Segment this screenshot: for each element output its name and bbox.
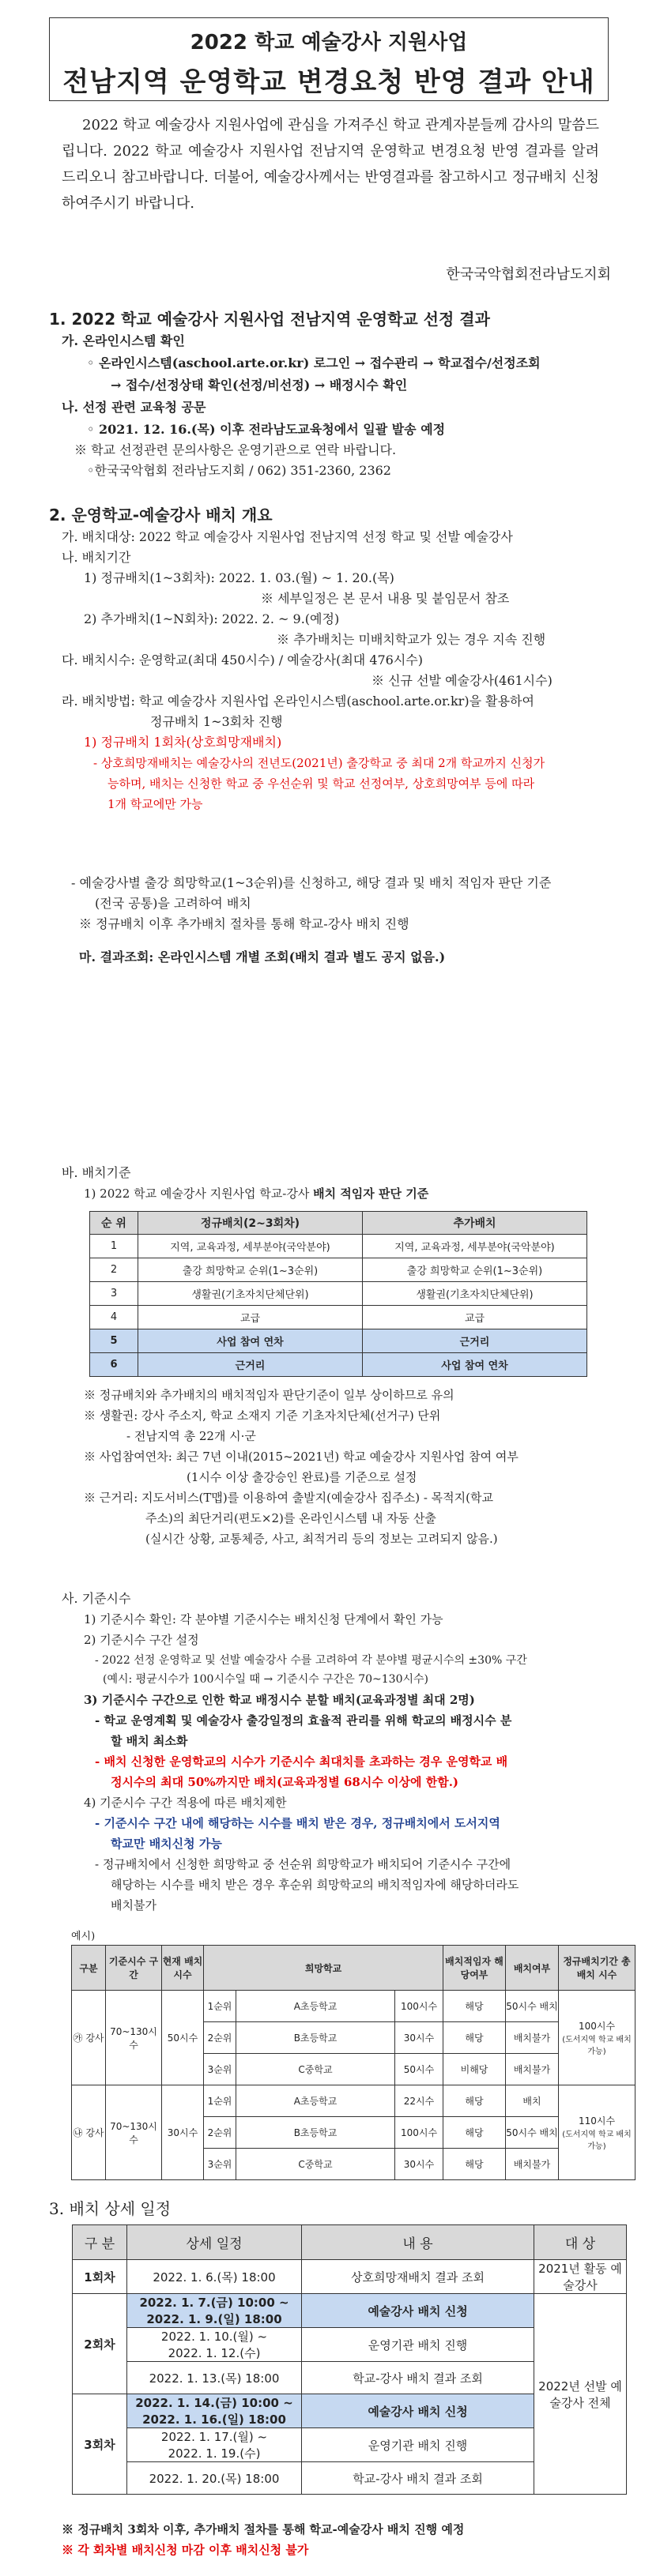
title-line2: 전남지역 운영학교 변경요청 반영 결과 안내 — [62, 66, 595, 98]
s1-na: 나. 선정 관련 교육청 공문 — [62, 400, 206, 415]
base-l2b: (예시: 평균시수가 100시수일 때 → 기준시수 구간은 70~130시수) — [103, 1673, 428, 1686]
title-box — [49, 17, 609, 101]
base-l4b2: 학교만 배치신청 가능 — [111, 1837, 222, 1851]
section1-heading: 1. 2022 학교 예술강사 지원사업 전남지역 운영학교 선정 결과 — [49, 310, 490, 329]
s1-contact: ◦한국국악협회 전라남도지회 / 062) 351-2360, 2362 — [87, 463, 391, 478]
criteria-note1: ※ 정규배치와 추가배치의 배치적임자 판단기준이 일부 상이하므로 유의 — [84, 1388, 454, 1402]
s2-na2: 2) 추가배치(1~N회차): 2022. 2. ~ 9.(예정) — [84, 611, 340, 626]
s2-na1-note: ※ 세부일정은 본 문서 내용 및 붙임문서 참조 — [261, 591, 510, 606]
schedule-foot1: ※ 정규배치 3회차 이후, 추가배치 절차를 통해 학교-예술강사 배치 진행 예정 — [62, 2522, 465, 2537]
criteria-note3b: (1시수 이상 출강승인 완료)를 기준으로 설정 — [187, 1470, 417, 1484]
criteria-note4c: (실시간 상황, 교통체증, 사고, 최적거리 등의 정보는 고려되지 않음.) — [145, 1532, 498, 1546]
base-l3r2: 정시수의 최대 50%까지만 배치(교육과정별 68시수 이상에 한함.) — [111, 1775, 459, 1789]
s1-na1: ◦ 2021. 12. 16.(목) 이후 전라남도교육청에서 일괄 발송 예정 — [87, 422, 446, 437]
base-l3: 3) 기준시수 구간으로 인한 학교 배정시수 분할 배치(교육과정별 최대 2명) — [84, 1693, 475, 1707]
table-row: 3 생활권(기초자치단체단위) 생활권(기초자치단체단위) — [90, 1282, 587, 1306]
schedule-foot2: ※ 각 회차별 배치신청 마감 이후 배치신청 불가 — [62, 2543, 309, 2557]
base-l2: 2) 기준시수 구간 설정 — [84, 1633, 199, 1647]
base-l4: 4) 기준시수 구간 적용에 따른 배치제한 — [84, 1796, 287, 1810]
s2-red4: 1개 학교에만 가능 — [107, 797, 203, 811]
table-row: 2022. 1. 13.(목) 18:00 학교-강사 배치 결과 조회 — [73, 2362, 627, 2394]
s2-na2-note: ※ 추가배치는 미배치학교가 있는 경우 지속 진행 — [277, 632, 546, 647]
table-row: 6 근거리 사업 참여 연차 — [90, 1353, 587, 1377]
criteria-note4b: 주소)의 최단거리(편도×2)를 온라인시스템 내 자동 산출 — [145, 1511, 436, 1525]
table-row: ㉯ 강사 70~130시수 30시수 1순위 A초등학교 22시수 해당 배치 110시수 (도서지역 학교 배치 가능) — [72, 2085, 635, 2117]
table-row: 2022. 1. 17.(월) ~ 2022. 1. 19.(수) 운영기관 배치 진행 — [73, 2428, 627, 2462]
table-row: 3순위 C중학교 30시수 해당 배치불가 — [72, 2149, 635, 2180]
col-extra: 추가배치 — [363, 1212, 587, 1235]
section2-heading: 2. 운영학교-예술강사 배치 개요 — [49, 506, 273, 525]
example-table: 구분 기준시수 구간 현재 배치 시수 희망학교 배치적임자 해당여부 배치여부 정규배치기간 총 배치 시수 ㉮ 강사 70~130시수 50시수 1순위 A초등학교 100시수 해당 50시수 배치 100시수 (도서지역 학교 배치 가능) 2순위 B초등학교 30시수 해당 배치불가 3순위 C중학교 50시수 비해당 배치불가 ㉯ 강사 70~130시수 30시수 1순위 A초등학교 22시수 해당 배치 110시수 (도서지역 학교 배치 가능) 2순위 B초등학교 100시수 해당 50시수 배치 3순위 C중학교 30시수 해당 배치불가 — [71, 1945, 635, 2180]
s2-da-note: ※ 신규 선발 예술강사(461시수) — [371, 673, 553, 688]
example-label: 예시) — [71, 1931, 96, 1942]
table-row: 1회차 2022. 1. 6.(목) 18:00 상호희망재배치 결과 조회 2021년 활동 예술강사 — [73, 2260, 627, 2294]
criteria-note4: ※ 근거리: 지도서비스(T맵)를 이용하여 출발지(예술강사 집주소) - 목적지(학교 — [84, 1491, 493, 1505]
s1-ga2: → 접수/선정상태 확인(선정/비선정) → 배정시수 확인 — [111, 378, 408, 393]
base-l3a: - 학교 운영계획 및 예술강사 출강일정의 효율적 관리를 위해 학교의 배정시수 분 — [95, 1713, 512, 1728]
signature: 한국국악협회전라남도지회 — [446, 266, 611, 283]
col-regular: 정규배치(2~3회차) — [138, 1212, 363, 1235]
table-row: 2회차 2022. 1. 7.(금) 10:00 ~ 2022. 1. 9.(일) 18:00 예술강사 배치 신청 2022년 선발 예술강사 전체 — [73, 2294, 627, 2328]
s2-red1: 1) 정규배치 1회차(상호희망재배치) — [84, 735, 282, 750]
base-heading: 사. 기준시수 — [62, 1591, 131, 1606]
criteria-note3: ※ 사업참여연차: 최근 7년 이내(2015~2021년) 학교 예술강사 지원사업 참여 여부 — [84, 1450, 519, 1464]
criteria-note2b: - 전남지역 총 22개 시·군 — [126, 1429, 256, 1443]
table-row: 1 지역, 교육과정, 세부분야(국악분야) 지역, 교육과정, 세부분야(국악분야) — [90, 1235, 587, 1258]
base-l4c3: 배치불가 — [111, 1896, 157, 1915]
criteria-sub: 1) 2022 학교 예술강사 지원사업 학교-강사 배치 적임자 판단 기준 — [84, 1186, 429, 1201]
s2-dash2: (전국 공통)을 고려하여 배치 — [95, 896, 251, 911]
table-row: 2순위 B초등학교 100시수 해당 50시수 배치 — [72, 2117, 635, 2149]
title-line1: 2022 학교 예술강사 지원사업 — [190, 31, 468, 55]
s2-na1: 1) 정규배치(1~3회차): 2022. 1. 03.(월) ~ 1. 20.(목) — [84, 570, 394, 585]
s1-ga1: ◦ 온라인시스템(aschool.arte.or.kr) 로그인 → 접수관리 → 학교접수/선정조회 — [87, 355, 541, 370]
table-row: 3회차 2022. 1. 14.(금) 10:00 ~ 2022. 1. 16.(일) 18:00 예술강사 배치 신청 — [73, 2394, 627, 2428]
table-row: 5 사업 참여 연차 근거리 — [90, 1329, 587, 1353]
schedule-heading: 3. 배치 상세 일정 — [49, 2199, 172, 2218]
base-l4b1: - 기준시수 구간 내에 해당하는 시수를 배치 받은 경우, 정규배치에서 도서지역 — [95, 1816, 500, 1830]
base-l3r1: - 배치 신청한 운영학교의 시수가 기준시수 최대치를 초과하는 경우 운영학교 배 — [95, 1754, 508, 1769]
s2-ma: 마. 결과조회: 온라인시스템 개별 조회(배치 결과 별도 공지 없음.) — [79, 950, 446, 965]
s2-dash-note: ※ 정규배치 이후 추가배치 절차를 통해 학교-강사 배치 진행 — [79, 916, 409, 931]
table-row: ㉮ 강사 70~130시수 50시수 1순위 A초등학교 100시수 해당 50시수 배치 100시수 (도서지역 학교 배치 가능) — [72, 1991, 635, 2022]
table-row: 2 출강 희망학교 순위(1~3순위) 출강 희망학교 순위(1~3순위) — [90, 1258, 587, 1282]
s2-ra2: 정규배치 1~3회차 진행 — [150, 714, 283, 729]
s2-ra1: 라. 배치방법: 학교 예술강사 지원사업 온라인시스템(aschool.arte.or.kr)을 활용하여 — [62, 694, 534, 709]
criteria-heading: 바. 배치기준 — [62, 1165, 131, 1180]
s2-dash1: - 예술강사별 출강 희망학교(1~3순위)를 신청하고, 해당 결과 및 배치 적임자 판단 기준 — [71, 875, 552, 890]
criteria-table — [89, 1211, 587, 1377]
s2-na: 나. 배치기간 — [62, 550, 131, 565]
table-row: 3순위 C중학교 50시수 비해당 배치불가 — [72, 2054, 635, 2085]
table-row: 2순위 B초등학교 30시수 해당 배치불가 — [72, 2022, 635, 2054]
col-rank: 순 위 — [90, 1212, 138, 1235]
s1-note: ※ 학교 선정관련 문의사항은 운영기관으로 연락 바랍니다. — [74, 442, 397, 457]
intro-paragraph: 2022 학교 예술강사 지원사업에 관심을 가져주신 학교 관계자분들께 감사의 말씀드립니다. 2022 학교 예술강사 지원사업 전남지역 운영학교 변경요청 반영 결과를 알려드리오니 참고바랍니다. 더불어, 예술강사께서는 반영결과를 참고하시고 정규배치 신청하여주시기 바랍니다. — [62, 117, 599, 212]
base-l4c2: 해당하는 시수를 배치 받은 경우 후순위 희망학교의 배치적임자에 해당하더라도 — [111, 1875, 519, 1894]
base-l3b: 할 배치 최소화 — [111, 1734, 188, 1748]
s2-red3: 능하며, 배치는 신청한 학교 중 우선순위 및 학교 선정여부, 상호희망여부 등에 따라 — [107, 777, 535, 791]
base-l4c1: - 정규배치에서 신청한 희망학교 중 선순위 희망학교가 배치되어 기준시수 구간에 — [95, 1855, 511, 1874]
table-row: 2022. 1. 20.(목) 18:00 학교-강사 배치 결과 조회 — [73, 2462, 627, 2495]
s1-ga: 가. 온라인시스템 확인 — [62, 333, 185, 348]
criteria-note2: ※ 생활권: 강사 주소지, 학교 소재지 기준 기초자치단체(선거구) 단위 — [84, 1408, 441, 1423]
s2-red2: - 상호희망재배치는 예술강사의 전년도(2021년) 출강학교 중 최대 2개 학교까지 신청가 — [93, 756, 545, 770]
s2-ga: 가. 배치대상: 2022 학교 예술강사 지원사업 전남지역 선정 학교 및 선발 예술강사 — [62, 529, 513, 544]
base-l2a: - 2022 선정 운영학교 및 선발 예술강사 수를 고려하여 각 분야별 평균시수의 ±30% 구간 — [95, 1654, 527, 1667]
table-row: 2022. 1. 10.(월) ~ 2022. 1. 12.(수) 운영기관 배치 진행 — [73, 2328, 627, 2362]
schedule-table: 구 분 상세 일정 내 용 대 상 1회차 2022. 1. 6.(목) 18:00 상호희망재배치 결과 조회 2021년 활동 예술강사 2회차 2022. 1. 7.(금) 10:00 ~ 2022. 1. 9.(일) 18:00 예술강사 배치 신청 2022년 선발 예술강사 전체 2022. 1. 10.(월) ~ 2022. 1. 12.(수) 운영기관 배치 진행 2022. 1. 13.(목) 18:00 학교-강사 배치 결과 조회 3회차 2022. 1. 14.(금) 10:00 ~ 2022. 1. 16.(일) 18:00 예술강사 배치 신청 2022. 1. 17.(월) ~ 2022. 1. 19.(수) 운영기관 배치 진행 2022. 1. 20.(목) 18:00 학교-강사 배치 결과 조회 — [72, 2224, 627, 2495]
s2-da: 다. 배치시수: 운영학교(최대 450시수) / 예술강사(최대 476시수) — [62, 652, 424, 668]
table-row: 4 교급 교급 — [90, 1306, 587, 1329]
base-l1: 1) 기준시수 확인: 각 분야별 기준시수는 배치신청 단계에서 확인 가능 — [84, 1612, 443, 1626]
